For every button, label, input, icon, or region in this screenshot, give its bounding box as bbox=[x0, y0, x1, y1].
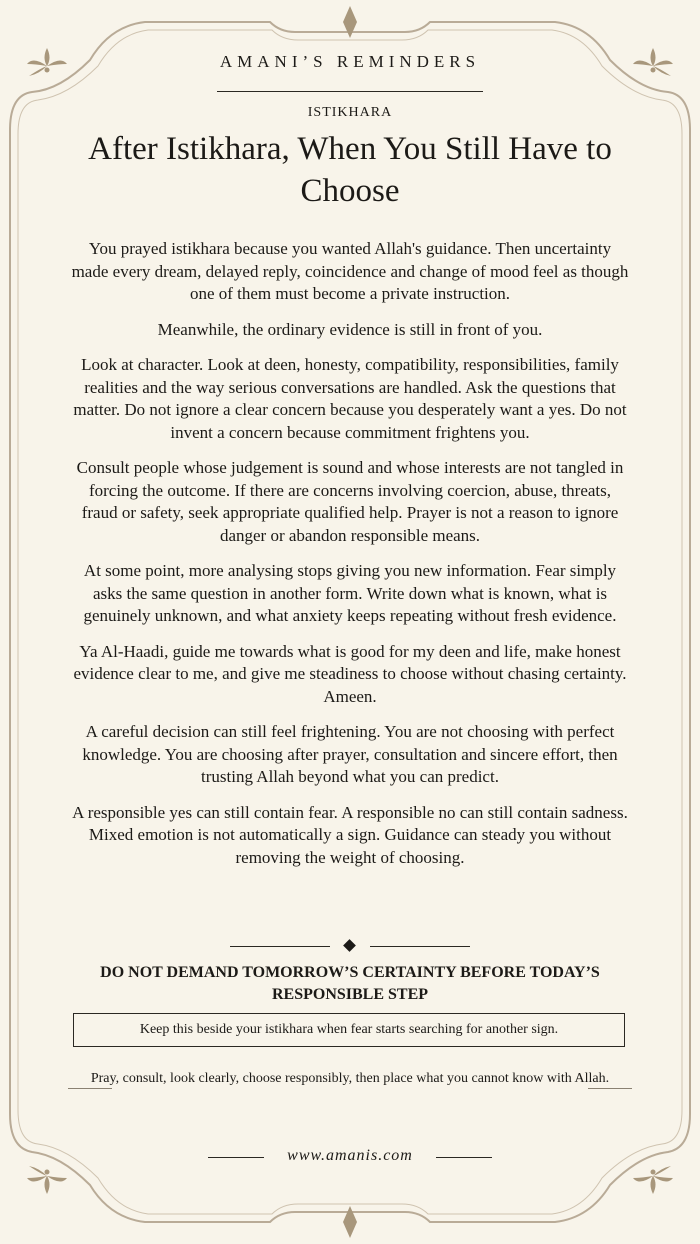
paragraph: At some point, more analysing stops giving you new information. Fear simply asks the same question in another form. Write down what is known, what is genuinely unknown, and what anxiety keeps repeating without fresh evidence. bbox=[83, 561, 617, 625]
reminder-text: Keep this beside your istikhara when fear starts searching for another sign. bbox=[139, 1022, 559, 1037]
closing-rule-right bbox=[588, 1088, 632, 1089]
callout-heading: DO NOT DEMAND TOMORROW’S CERTAINTY BEFORE TODAY’S RESPONSIBLE STEP bbox=[100, 964, 600, 1003]
paragraph: Consult people whose judgement is sound and whose interests are not tangled in forcing the outcome. If there are concerns involving coercion, abuse, threats, fraud or safety, seek appropriate qualified help. Prayer is not a reason to ignore danger or abandon responsible means. bbox=[76, 458, 624, 545]
brand-divider bbox=[217, 91, 483, 92]
section-divider bbox=[230, 938, 470, 954]
paragraph: Meanwhile, the ordinary evidence is still in front of you. bbox=[157, 319, 543, 339]
brand-name: AMANI’S REMINDERS bbox=[219, 52, 481, 71]
footer-rule-right bbox=[436, 1157, 492, 1158]
divider-line bbox=[230, 946, 330, 947]
paragraph: Look at character. Look at deen, honesty, compatibility, responsibilities, family realities and the way serious conversations are handled. Ask the questions that matter. Do not ignore a clear concern because you desperately want a yes. Do not invent a concern because commitment frightens you. bbox=[73, 355, 627, 442]
paragraph: You prayed istikhara because you wanted Allah's guidance. Then uncertainty made every dream, delayed reply, coincidence and change of mood feel as though one of them must become a private instruction. bbox=[71, 239, 629, 303]
divider-line bbox=[370, 946, 470, 947]
website-link[interactable]: www.amanis.com bbox=[287, 1147, 413, 1164]
closing-rule-left bbox=[68, 1088, 112, 1089]
page-title: After Istikhara, When You Still Have to Choose bbox=[88, 131, 612, 209]
paragraph: A responsible yes can still contain fear. A responsible no can still contain sadness. Mixed emotion is not automatically a sign. Guidance can steady you without removing the weight of choosing. bbox=[72, 802, 628, 867]
paragraph: Ya Al-Haadi, guide me towards what is good for my deen and life, make honest evidence clear to me, and give me steadiness to choose without chasing certainty. Ameen. bbox=[73, 641, 627, 706]
paragraph: A careful decision can still feel frightening. You are not choosing with perfect knowledge. You are choosing after prayer, consultation and sincere effort, then trusting Allah beyond what you can predict. bbox=[82, 722, 618, 786]
body-text bbox=[70, 238, 630, 882]
diamond-icon bbox=[343, 939, 356, 952]
closing-text: Pray, consult, look clearly, choose responsibly, then place what you cannot know with Allah. bbox=[90, 1071, 610, 1086]
topic-label: ISTIKHARA bbox=[307, 105, 393, 120]
reminder-box bbox=[73, 1013, 625, 1047]
